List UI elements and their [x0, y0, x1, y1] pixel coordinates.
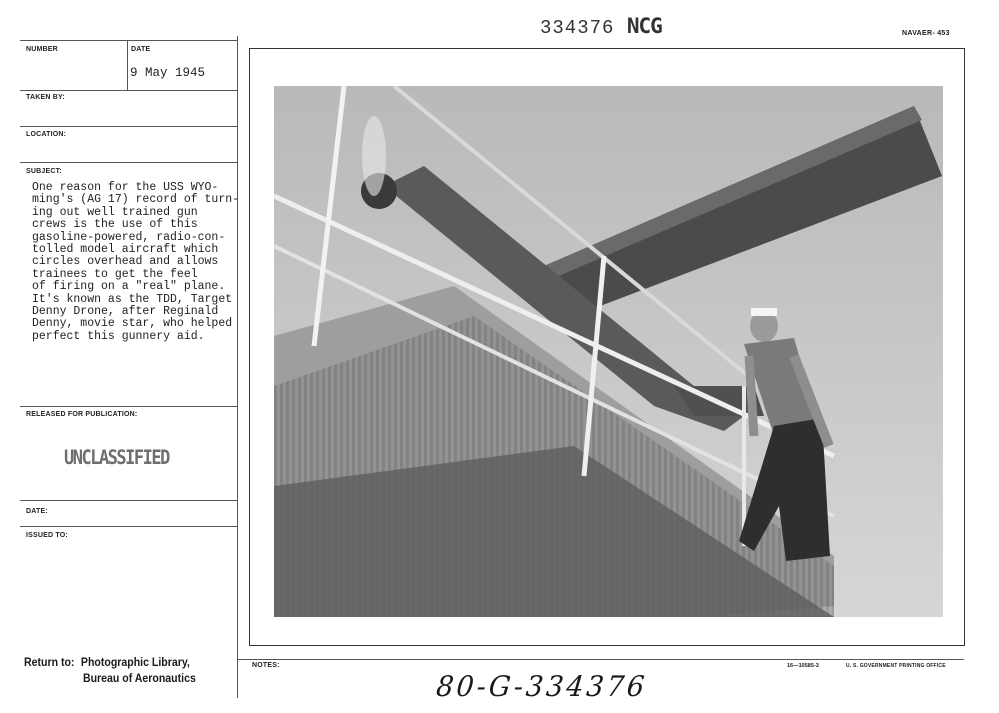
- subject-text: [32, 182, 244, 343]
- subject-line: It's known as the TDD, Target: [32, 292, 233, 306]
- subject-line: ing out well trained gun: [32, 205, 198, 219]
- stamp-number: [540, 14, 662, 39]
- issued-to-label: ISSUED TO:: [26, 532, 68, 539]
- return-to-line2: Bureau of Aeronautics: [82, 671, 196, 685]
- number-date-divider: [127, 40, 128, 90]
- rule-taken-by: [20, 126, 237, 127]
- released-label: RELEASED FOR PUBLICATION:: [26, 411, 138, 418]
- subject-line: perfect this gunnery aid.: [32, 329, 205, 343]
- location-label: LOCATION:: [26, 131, 67, 138]
- taken-by-label: TAKEN BY:: [26, 94, 65, 101]
- unclassified-stamp: UNCLASSIFIED: [64, 446, 169, 470]
- rule-number: [20, 90, 237, 91]
- date2-label: DATE:: [26, 508, 48, 515]
- rule-subject-end: [20, 406, 237, 407]
- subject-line: ming's (AG 17) record of turn-: [32, 193, 240, 207]
- date-label: DATE: [131, 46, 151, 53]
- photograph: [274, 86, 943, 617]
- return-to-label: Return to:: [24, 655, 75, 669]
- notes-label: NOTES:: [252, 662, 280, 669]
- photo-drawing: [274, 86, 943, 617]
- subject-line: One reason for the USS WYO-: [32, 181, 219, 194]
- subject-line: gasoline-powered, radio-con-: [32, 230, 226, 244]
- subject-line: tolled model aircraft which: [32, 243, 219, 257]
- notes-rule: [238, 659, 964, 660]
- subject-line: crews is the use of this: [32, 218, 198, 232]
- subject-line: trainees to get the feel: [32, 267, 198, 281]
- printing-office: U. S. GOVERNMENT PRINTING OFFICE: [846, 663, 946, 669]
- subject-line: of firing on a "real" plane.: [32, 280, 226, 294]
- return-to-line1: Photographic Library,: [80, 655, 190, 669]
- number-label: NUMBER: [26, 46, 58, 53]
- rule-date2: [20, 526, 237, 527]
- print-code: 16—10585-3: [787, 663, 819, 669]
- form-id: NAVAER- 453: [902, 30, 950, 37]
- rule-top: [20, 40, 237, 41]
- stamp-number-digits: 334376: [540, 17, 615, 39]
- subject-line: circles overhead and allows: [32, 255, 219, 269]
- stamp-code: NCG: [626, 14, 662, 38]
- subject-line: Denny Drone, after Reginald: [32, 305, 219, 319]
- subject-label: SUBJECT:: [26, 168, 62, 175]
- handwritten-id: 80-G-334376: [434, 671, 649, 704]
- date-value: 9 May 1945: [130, 66, 206, 80]
- rule-location: [20, 162, 237, 163]
- return-to-block: [24, 654, 196, 686]
- propeller-blur: [362, 116, 386, 196]
- subject-line: Denny, movie star, who helped: [32, 317, 233, 331]
- left-column-divider: [237, 36, 238, 698]
- rule-released: [20, 500, 237, 501]
